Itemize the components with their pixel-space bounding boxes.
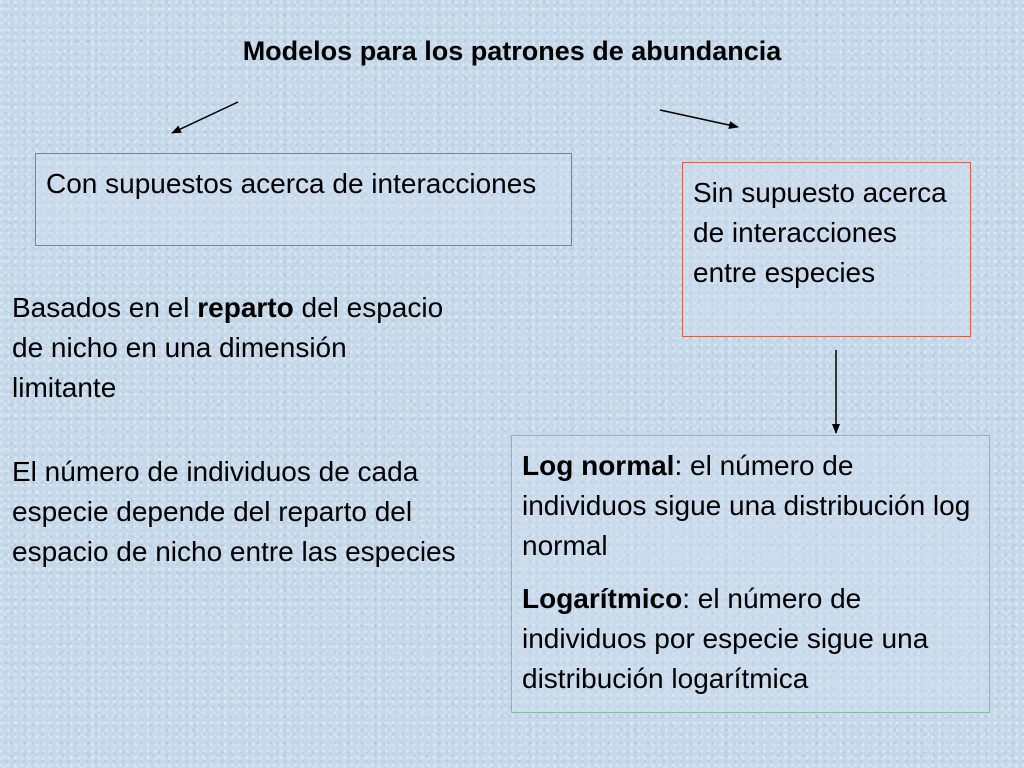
without-interactions-text: Sin supuesto acerca de interacciones entre especies [693, 177, 947, 288]
log-normal-model [522, 446, 979, 566]
para1-bold-term: reparto [197, 292, 294, 323]
with-interactions-text: Con supuestos acerca de interacciones [46, 168, 537, 199]
model-name: Log normal [522, 450, 675, 481]
arrow-left [172, 102, 238, 133]
arrow-right [660, 110, 738, 127]
para1-text-end: del espacio de nicho en una dimensión limitante [12, 292, 444, 403]
models-box [511, 435, 990, 713]
with-interactions-box [35, 153, 572, 246]
logarithmic-model [522, 579, 979, 699]
model-description: : el número de individuos por especie sigue una distribución logarítmica [522, 583, 929, 694]
para1-text-start: Basados en el [12, 292, 198, 323]
model-name: Logarítmico [522, 583, 683, 614]
without-interactions-box [682, 162, 971, 337]
diagram-title: Modelos para los patrones de abundancia [242, 36, 782, 66]
model-description: : el número de individuos sigue una distribución log normal [522, 450, 971, 561]
individuals-paragraph: El número de individuos de cada especie depende del reparto del espacio de nicho entre las especies [12, 456, 456, 567]
niche-apportionment-paragraph [12, 288, 452, 408]
